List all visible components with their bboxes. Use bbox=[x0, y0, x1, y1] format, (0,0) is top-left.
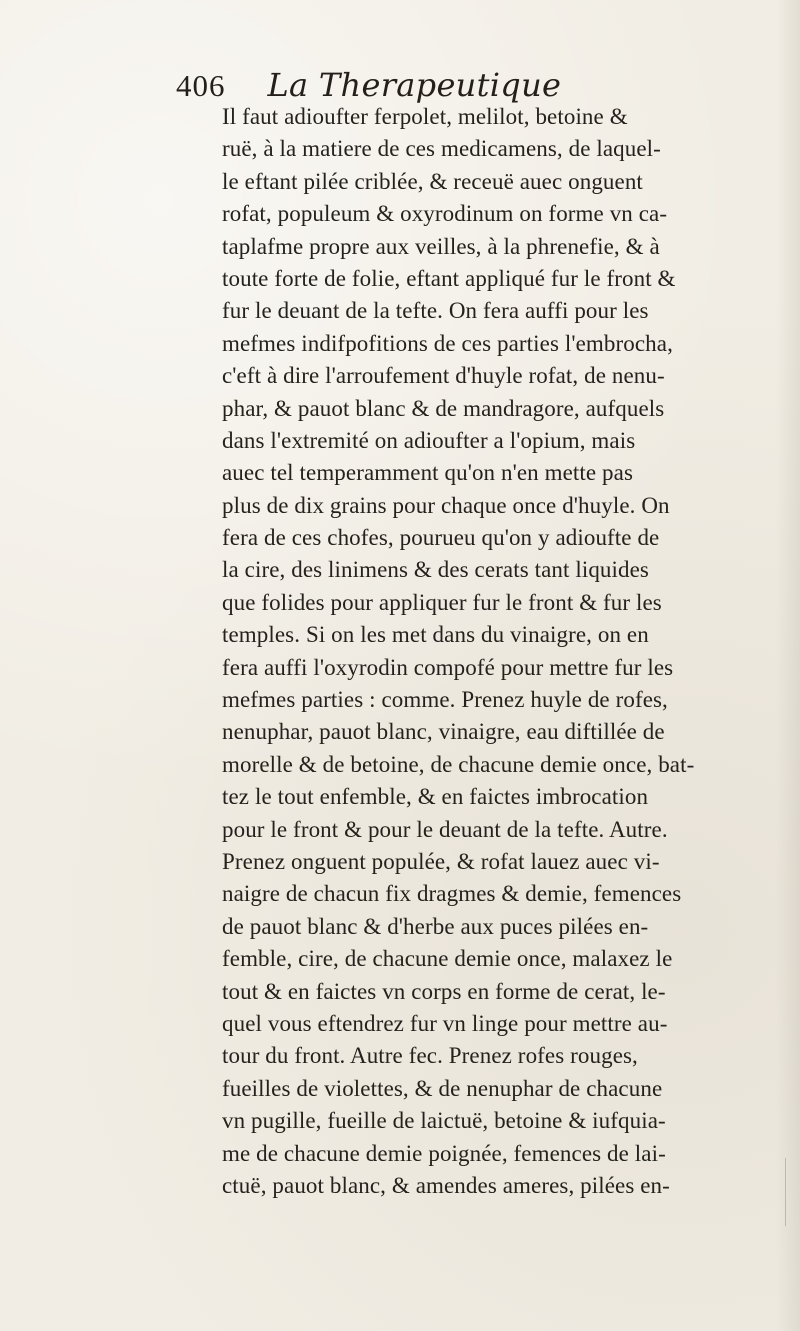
text-line: c'eft à dire l'arroufement d'huyle rofat, de nenu- bbox=[222, 363, 665, 389]
text-line: ruë, à la matiere de ces medicamens, de laquel- bbox=[222, 136, 661, 162]
text-line: temples. Si on les met dans du vinaigre, on en bbox=[222, 622, 649, 648]
text-line: nenuphar, pauot blanc, vinaigre, eau diftillée de bbox=[222, 719, 665, 745]
text-line: quel vous eftendrez fur vn linge pour mettre au- bbox=[222, 1010, 668, 1036]
page-edge-mark bbox=[777, 1158, 786, 1226]
text-line: que folides pour appliquer fur le front & fur les bbox=[222, 589, 662, 615]
text-line: le eftant pilée criblée, & receuë auec onguent bbox=[222, 168, 643, 194]
page-edge-shadow bbox=[776, 0, 800, 1331]
text-line: vn pugille, fueille de laictuë, betoine & iufquia- bbox=[222, 1108, 666, 1134]
body-text bbox=[222, 101, 782, 1202]
text-line: Prenez onguent populée, & rofat lauez auec vi- bbox=[222, 848, 660, 874]
text-line: me de chacune demie poignée, femences de lai- bbox=[222, 1140, 666, 1166]
text-line: fueilles de violettes, & de nenuphar de chacune bbox=[222, 1075, 663, 1101]
running-title: La Therapeutique bbox=[267, 66, 562, 104]
text-line: fera auffi l'oxyrodin compofé pour mettre fur les bbox=[222, 654, 674, 680]
text-line: la cire, des linimens & des cerats tant liquides bbox=[222, 557, 649, 583]
text-line: tout & en faictes vn corps en forme de cerat, le- bbox=[222, 978, 666, 1004]
text-line: mefmes parties : comme. Prenez huyle de rofes, bbox=[222, 687, 668, 713]
text-line: naigre de chacun fix dragmes & demie, femences bbox=[222, 881, 682, 907]
text-line: pour le front & pour le deuant de la tefte. Autre. bbox=[222, 816, 668, 842]
text-line: morelle & de betoine, de chacune demie once, bat- bbox=[222, 751, 695, 777]
text-line: de pauot blanc & d'herbe aux puces pilées en- bbox=[222, 913, 649, 939]
text-line: tez le tout enfemble, & en faictes imbrocation bbox=[222, 784, 649, 810]
text-line: ctuë, pauot blanc, & amendes ameres, pilées en- bbox=[222, 1172, 670, 1198]
text-line: dans l'extremité on adioufter a l'opium, mais bbox=[222, 427, 636, 453]
text-line: toute forte de folie, eftant appliqué fur le front & bbox=[222, 265, 676, 291]
text-line: mefmes indifpofitions de ces parties l'embrocha, bbox=[222, 330, 673, 356]
text-line: fur le deuant de la tefte. On fera auffi pour les bbox=[222, 298, 649, 324]
text-line: fera de ces chofes, pourueu qu'on y adioufte de bbox=[222, 525, 660, 551]
text-line: plus de dix grains pour chaque once d'huyle. On bbox=[222, 492, 670, 518]
text-line: femble, cire, de chacune demie once, malaxez le bbox=[222, 946, 673, 972]
text-line: tour du front. Autre fec. Prenez rofes rouges, bbox=[222, 1043, 638, 1069]
text-line: phar, & pauot blanc & de mandragore, aufquels bbox=[222, 395, 665, 421]
text-line: rofat, populeum & oxyrodinum on forme vn ca- bbox=[222, 201, 668, 227]
text-line: Il faut adioufter ferpolet, melilot, betoine & bbox=[222, 104, 628, 129]
text-line: auec tel temperamment qu'on n'en mette pas bbox=[222, 460, 634, 486]
page-number: 406 bbox=[176, 68, 226, 103]
text-line: taplafme propre aux veilles, à la phrenefie, & à bbox=[222, 233, 660, 259]
